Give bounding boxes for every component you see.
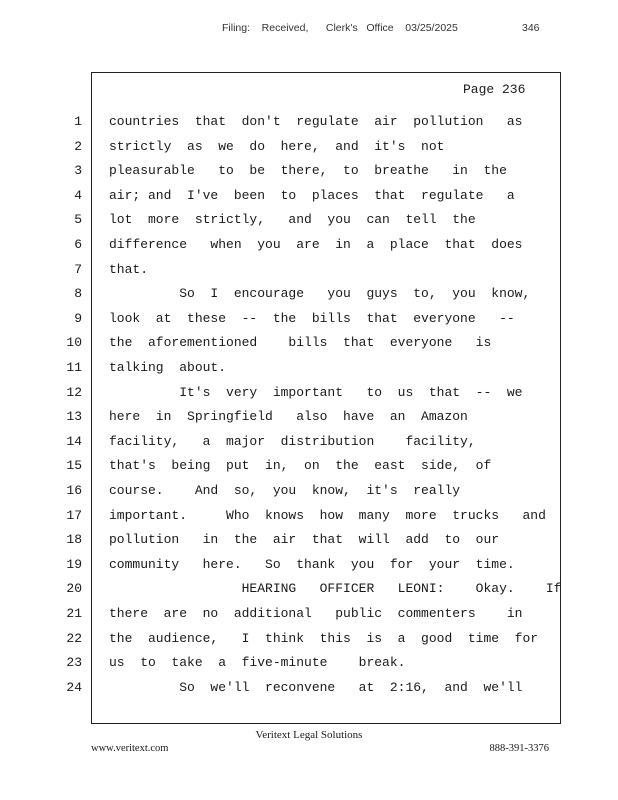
line-text: difference when you are in a place that does xyxy=(109,237,523,252)
transcript-line xyxy=(0,680,618,704)
line-text: look at these -- the bills that everyone -- xyxy=(109,310,515,326)
line-text: HEARING OFFICER LEONI: Okay. If xyxy=(109,581,562,597)
line-number: 21 xyxy=(66,606,82,621)
transcript-line xyxy=(0,483,618,507)
transcript-line xyxy=(0,409,618,433)
transcript-page-label: Page 236 xyxy=(463,82,526,97)
line-number: 17 xyxy=(66,507,82,523)
line-number: 2 xyxy=(74,138,82,154)
line-text: us to take a five-minute break. xyxy=(109,655,406,671)
line-number: 22 xyxy=(66,630,82,646)
line-text: countries that don't regulate air pollution as xyxy=(109,114,523,129)
line-number: 18 xyxy=(66,532,82,548)
line-number: 6 xyxy=(74,237,82,252)
transcript-line xyxy=(0,385,618,409)
line-text: lot more strictly, and you can tell the xyxy=(109,212,476,228)
line-number: 12 xyxy=(66,384,82,400)
line-number: 7 xyxy=(74,261,82,277)
line-text: community here. So thank you for your time. xyxy=(109,556,515,572)
transcript-line xyxy=(0,557,618,581)
transcript-line xyxy=(0,360,618,384)
line-text: It's very important to us that -- we xyxy=(109,384,523,400)
line-number: 9 xyxy=(74,310,82,326)
line-text: there are no additional public commenters in xyxy=(109,606,523,621)
filing-stamp: Filing: Received, Clerk's Office 03/25/2025 xyxy=(222,22,458,34)
line-number: 8 xyxy=(74,286,82,302)
transcript-line xyxy=(0,434,618,458)
line-text: So I encourage you guys to, you know, xyxy=(109,286,531,302)
transcript-line xyxy=(0,655,618,679)
transcript-line xyxy=(0,286,618,310)
transcript-line xyxy=(0,262,618,286)
transcript-line xyxy=(0,508,618,532)
footer-company: Veritext Legal Solutions xyxy=(255,729,363,741)
transcript-line xyxy=(0,606,618,630)
transcript-line xyxy=(0,335,618,359)
line-text: talking about. xyxy=(109,360,227,375)
line-number: 16 xyxy=(66,483,82,498)
line-text: strictly as we do here, and it's not xyxy=(109,138,445,154)
line-number: 1 xyxy=(74,114,82,129)
transcript-line xyxy=(0,139,618,163)
line-text: that. xyxy=(109,261,149,277)
line-number: 4 xyxy=(74,187,82,203)
line-text: So we'll reconvene at 2:16, and we'll xyxy=(109,679,523,695)
document-page-number: 346 xyxy=(522,22,540,34)
line-text: the audience, I think this is a good time for xyxy=(109,630,539,646)
line-number: 13 xyxy=(66,409,82,425)
transcript-line xyxy=(0,458,618,482)
line-number: 11 xyxy=(66,360,82,375)
line-text: important. Who knows how many more trucks and xyxy=(109,507,546,523)
line-number: 14 xyxy=(66,433,82,449)
line-text: pollution in the air that will add to our xyxy=(109,532,500,548)
transcript-line xyxy=(0,532,618,556)
line-text: course. And so, you know, it's really xyxy=(109,483,461,498)
transcript-line xyxy=(0,212,618,236)
line-number: 5 xyxy=(74,212,82,228)
line-text: air; and I've been to places that regulate a xyxy=(109,187,515,203)
footer-website: www.veritext.com xyxy=(91,743,169,754)
transcript-line xyxy=(0,581,618,605)
line-number: 19 xyxy=(66,556,82,572)
line-number: 23 xyxy=(66,655,82,671)
line-number: 15 xyxy=(66,458,82,474)
line-text: the aforementioned bills that everyone is xyxy=(109,335,492,351)
line-text: that's being put in, on the east side, of xyxy=(109,458,492,474)
line-text: pleasurable to be there, to breathe in the xyxy=(109,163,507,179)
line-text: facility, a major distribution facility, xyxy=(109,433,476,449)
footer-phone: 888-391-3376 xyxy=(489,743,549,754)
transcript-line xyxy=(0,237,618,261)
line-number: 10 xyxy=(66,335,82,351)
line-number: 3 xyxy=(74,163,82,179)
transcript-line xyxy=(0,114,618,138)
line-number: 20 xyxy=(66,581,82,597)
transcript-line xyxy=(0,311,618,335)
transcript-line xyxy=(0,188,618,212)
transcript-line xyxy=(0,631,618,655)
filing-header xyxy=(0,22,618,38)
transcript-line xyxy=(0,163,618,187)
line-number: 24 xyxy=(66,679,82,695)
line-text: here in Springfield also have an Amazon xyxy=(109,409,468,425)
